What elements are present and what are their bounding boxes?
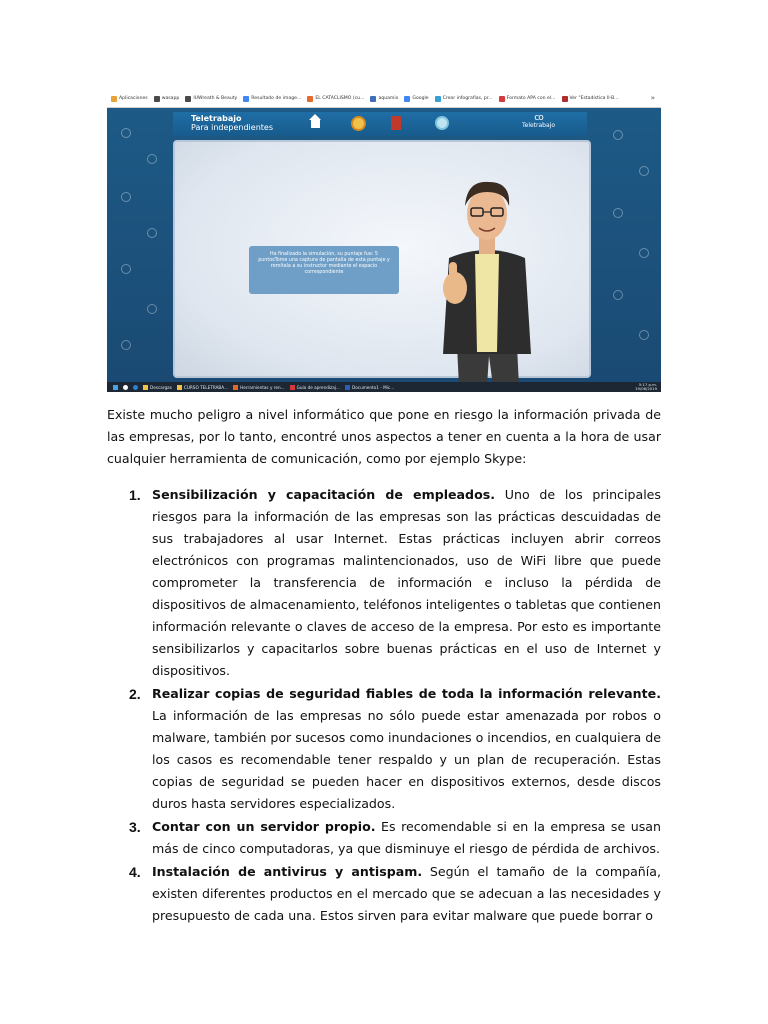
- elearning-app: [107, 108, 661, 382]
- simulation-stage: [173, 140, 591, 378]
- item-text: Uno de los principales riesgos para la información de las empresas son las prácticas descuidadas de sus trabajadores al usar Internet. Estas prácticas incluyen abrir correos electrónicos con programas malintencionados, uso de WiFi libre que puede comprometer la transferencia de información e incluso la pérdida de dispositivos de almacenamiento, teléfonos inteligentes o tabletas que contienen información relevante o claves de acceso de la empresa. Por esto es importante sensibilizarlos y capacitarlos sobre buenas prácticas en el uso de Internet y dispositivos.: [152, 487, 661, 678]
- bookmark-item[interactable]: [111, 96, 148, 102]
- taskbar-clock: 5:17 p.m. 19/06/2019: [635, 382, 657, 391]
- logo-mark-icon: ᴄᴏ: [534, 113, 543, 123]
- logo-text: Teletrabajo: [521, 122, 555, 129]
- globe-icon: [154, 96, 160, 102]
- app-icon: [233, 385, 238, 390]
- list-number: 2.: [129, 686, 141, 702]
- bookmark-item[interactable]: [435, 96, 493, 102]
- document-body: [107, 404, 661, 928]
- bookmark-label: Ver "Estadística II-B...: [569, 96, 619, 101]
- item-heading: Contar con un servidor propio.: [152, 819, 376, 834]
- bookmark-item[interactable]: [307, 96, 364, 102]
- item-text: Es recomendable si en la empresa se usan más de cinco computadoras, ya que disminuye el riesgo de pérdida de archivos.: [152, 819, 661, 856]
- bookmarks-more-icon: »: [650, 94, 655, 102]
- bookmark-label: EL CATACLISMO (cu...: [315, 96, 365, 101]
- list-item: [107, 683, 661, 815]
- book-icon[interactable]: [391, 116, 401, 130]
- bookmark-label: Crear infografías, pr...: [442, 96, 493, 101]
- result-message: Ha finalizado la simulación, su puntaje fue: 5 puntosTome una captura de pantalla de esta puntaje y remítala a su instructor mediante el espacio correspondiente: [249, 246, 399, 294]
- taskbar-item-label: Descargas: [150, 384, 172, 390]
- taskbar-item-label: Herramientas y ren...: [240, 384, 285, 390]
- app-title-line2: Para independientes: [191, 122, 273, 132]
- teletrabajo-logo: [522, 115, 555, 129]
- intro-paragraph: Existe mucho peligro a nivel informático que pone en riesgo la información privada de las empresas, por lo tanto, encontré unos aspectos a tener en cuenta a la hora de usar cualquier herramienta de comunicación, como por ejemplo Skype:: [107, 407, 661, 466]
- bookmark-label: Aplicaciones: [119, 96, 148, 101]
- list-number: 1.: [129, 487, 141, 503]
- bookmark-item[interactable]: [404, 96, 428, 102]
- google-icon: [243, 96, 249, 102]
- recommendations-list: [107, 484, 661, 927]
- taskbar-item-label: Guía de aprendizaj...: [296, 384, 340, 390]
- bookmark-icon: [370, 96, 376, 102]
- apps-icon: [111, 96, 117, 102]
- bookmarks-bar: [107, 90, 661, 108]
- bookmark-icon: [307, 96, 313, 102]
- embedded-screenshot: [107, 90, 661, 392]
- taskbar-item[interactable]: [177, 385, 228, 390]
- bookmark-item[interactable]: [562, 96, 619, 102]
- list-item: [107, 816, 661, 860]
- bookmark-icon: [562, 96, 568, 102]
- bookmark-label: Resultado de image...: [251, 96, 302, 101]
- app-icon: [177, 385, 182, 390]
- bookmark-item[interactable]: [185, 96, 237, 102]
- list-number: 3.: [129, 819, 141, 835]
- presenter-avatar: [427, 176, 547, 386]
- item-heading: Instalación de antivirus y antispam.: [152, 864, 423, 879]
- start-icon[interactable]: [113, 385, 118, 390]
- list-number: 4.: [129, 864, 141, 880]
- globe-icon: [185, 96, 191, 102]
- app-icon: [345, 385, 350, 390]
- app-icon: [143, 385, 148, 390]
- app-title: [191, 115, 273, 132]
- app-title-line1: Teletrabajo: [191, 114, 242, 123]
- bookmark-item[interactable]: [154, 96, 180, 102]
- cortana-icon[interactable]: [133, 385, 138, 390]
- left-decor-panel: [107, 108, 169, 382]
- bookmark-label: aquamix: [378, 96, 399, 101]
- app-header: [173, 112, 587, 136]
- bookmark-label: Formato APA con el...: [506, 96, 556, 101]
- item-text: La información de las empresas no sólo puede estar amenazada por robos o malware, también por sucesos como inundaciones o incendios, en cualquiera de los casos es recomendable tener respaldo y un plan de recuperación. Estas copias de seguridad se pueden hacer en dispositivos externos, desde discos duros hasta servidores especializados.: [152, 708, 661, 811]
- home-icon[interactable]: [309, 116, 323, 130]
- bookmark-label: wasapp: [161, 96, 180, 101]
- medal-icon[interactable]: [351, 116, 366, 131]
- bookmark-label: Google: [412, 96, 429, 101]
- taskbar-item[interactable]: [143, 385, 172, 390]
- award-icon[interactable]: [435, 116, 449, 130]
- bookmark-item[interactable]: [243, 96, 301, 102]
- right-decor-panel: [599, 108, 661, 382]
- search-icon[interactable]: [123, 385, 128, 390]
- windows-taskbar: [107, 382, 661, 392]
- google-icon: [404, 96, 410, 102]
- taskbar-item-label: Documento1 - Mic...: [351, 384, 395, 390]
- app-icon: [290, 385, 295, 390]
- taskbar-item[interactable]: [290, 385, 340, 390]
- bookmark-item[interactable]: [499, 96, 556, 102]
- bookmark-icon: [499, 96, 505, 102]
- bookmark-label: IUWreath & Beauty: [193, 96, 238, 101]
- bookmark-item[interactable]: [370, 96, 398, 102]
- list-item: [107, 861, 661, 927]
- item-heading: Realizar copias de seguridad fiables de toda la información relevante.: [152, 686, 661, 701]
- item-heading: Sensibilización y capacitación de empleados.: [152, 487, 496, 502]
- item-text: Según el tamaño de la compañía, existen diferentes productos en el mercado que se adecuan a las necesidades y presupuesto de cada una. Estos sirven para evitar malware que puede borrar o: [152, 864, 662, 923]
- taskbar-item[interactable]: [233, 385, 285, 390]
- taskbar-item-label: CURSO TELETRABA...: [183, 384, 229, 390]
- list-item: [107, 484, 661, 682]
- taskbar-item[interactable]: [345, 385, 394, 390]
- bookmark-icon: [435, 96, 441, 102]
